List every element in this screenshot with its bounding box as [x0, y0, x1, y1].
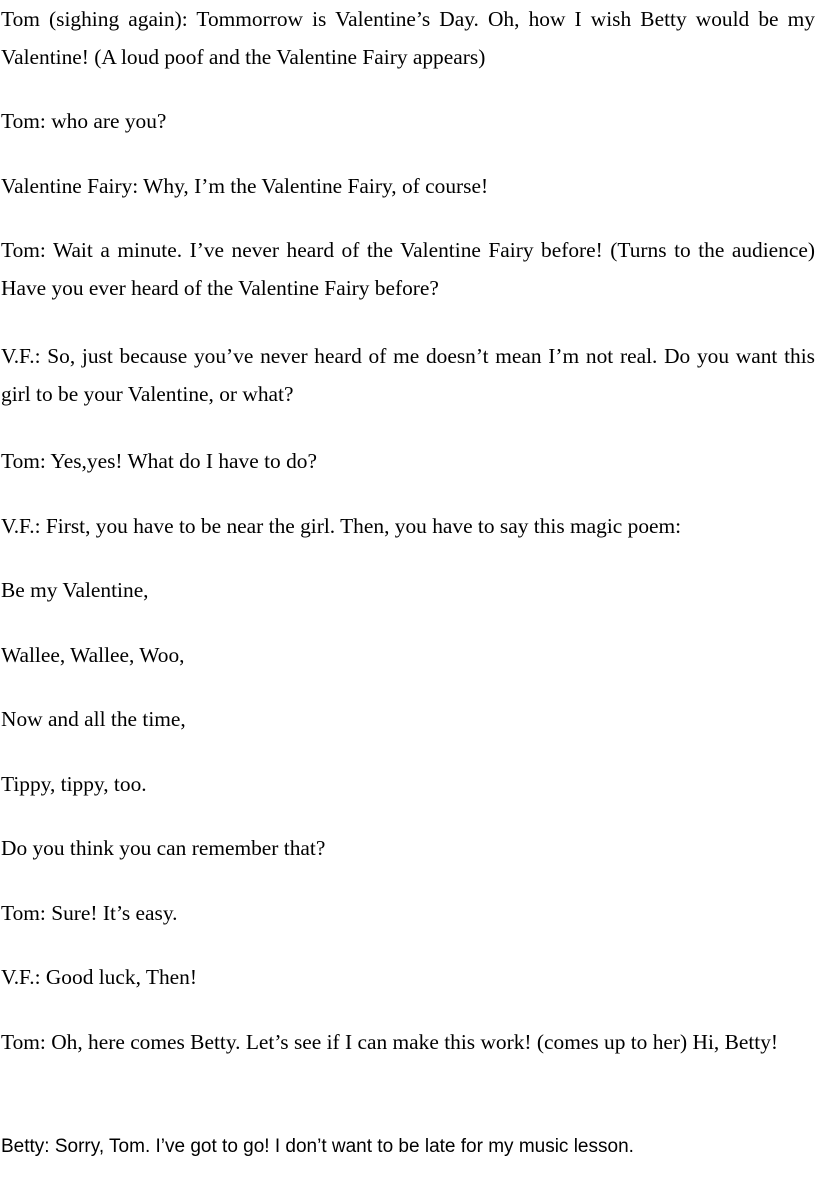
- paragraph-12: Do you think you can remember that?: [1, 836, 326, 860]
- paragraph-16: Betty: Sorry, Tom. I’ve got to go! I don’t want to be late for my music lesson.: [1, 1136, 634, 1157]
- paragraph-1: Tom (sighing again): Tommorrow is Valentine’s Day. Oh, how I wish Betty would be my Valentine! (A loud poof and the Valentine Fairy appears): [1, 7, 815, 69]
- paragraph-5: V.F.: So, just because you’ve never heard of me doesn’t mean I’m not real. Do you want this girl to be your Valentine, or what?: [1, 344, 815, 406]
- paragraph-7: V.F.: First, you have to be near the girl. Then, you have to say this magic poem:: [1, 514, 682, 538]
- paragraph-2: Tom: who are you?: [1, 109, 167, 133]
- paragraph-6: Tom: Yes,yes! What do I have to do?: [1, 449, 317, 473]
- paragraph-3: Valentine Fairy: Why, I’m the Valentine Fairy, of course!: [1, 174, 489, 198]
- paragraph-13: Tom: Sure! It’s easy.: [1, 901, 178, 925]
- poem-line-3: Now and all the time,: [1, 707, 186, 731]
- paragraph-4: Tom: Wait a minute. I’ve never heard of the Valentine Fairy before! (Turns to the audience) Have you ever heard of the Valentine Fairy before?: [1, 238, 815, 300]
- poem-line-2: Wallee, Wallee, Woo,: [1, 643, 185, 667]
- paragraph-15: Tom: Oh, here comes Betty. Let’s see if I can make this work! (comes up to her) Hi, Betty!: [1, 1030, 779, 1054]
- poem-line-4: Tippy, tippy, too.: [1, 772, 147, 796]
- paragraph-14: V.F.: Good luck, Then!: [1, 965, 197, 989]
- poem-line-1: Be my Valentine,: [1, 578, 149, 602]
